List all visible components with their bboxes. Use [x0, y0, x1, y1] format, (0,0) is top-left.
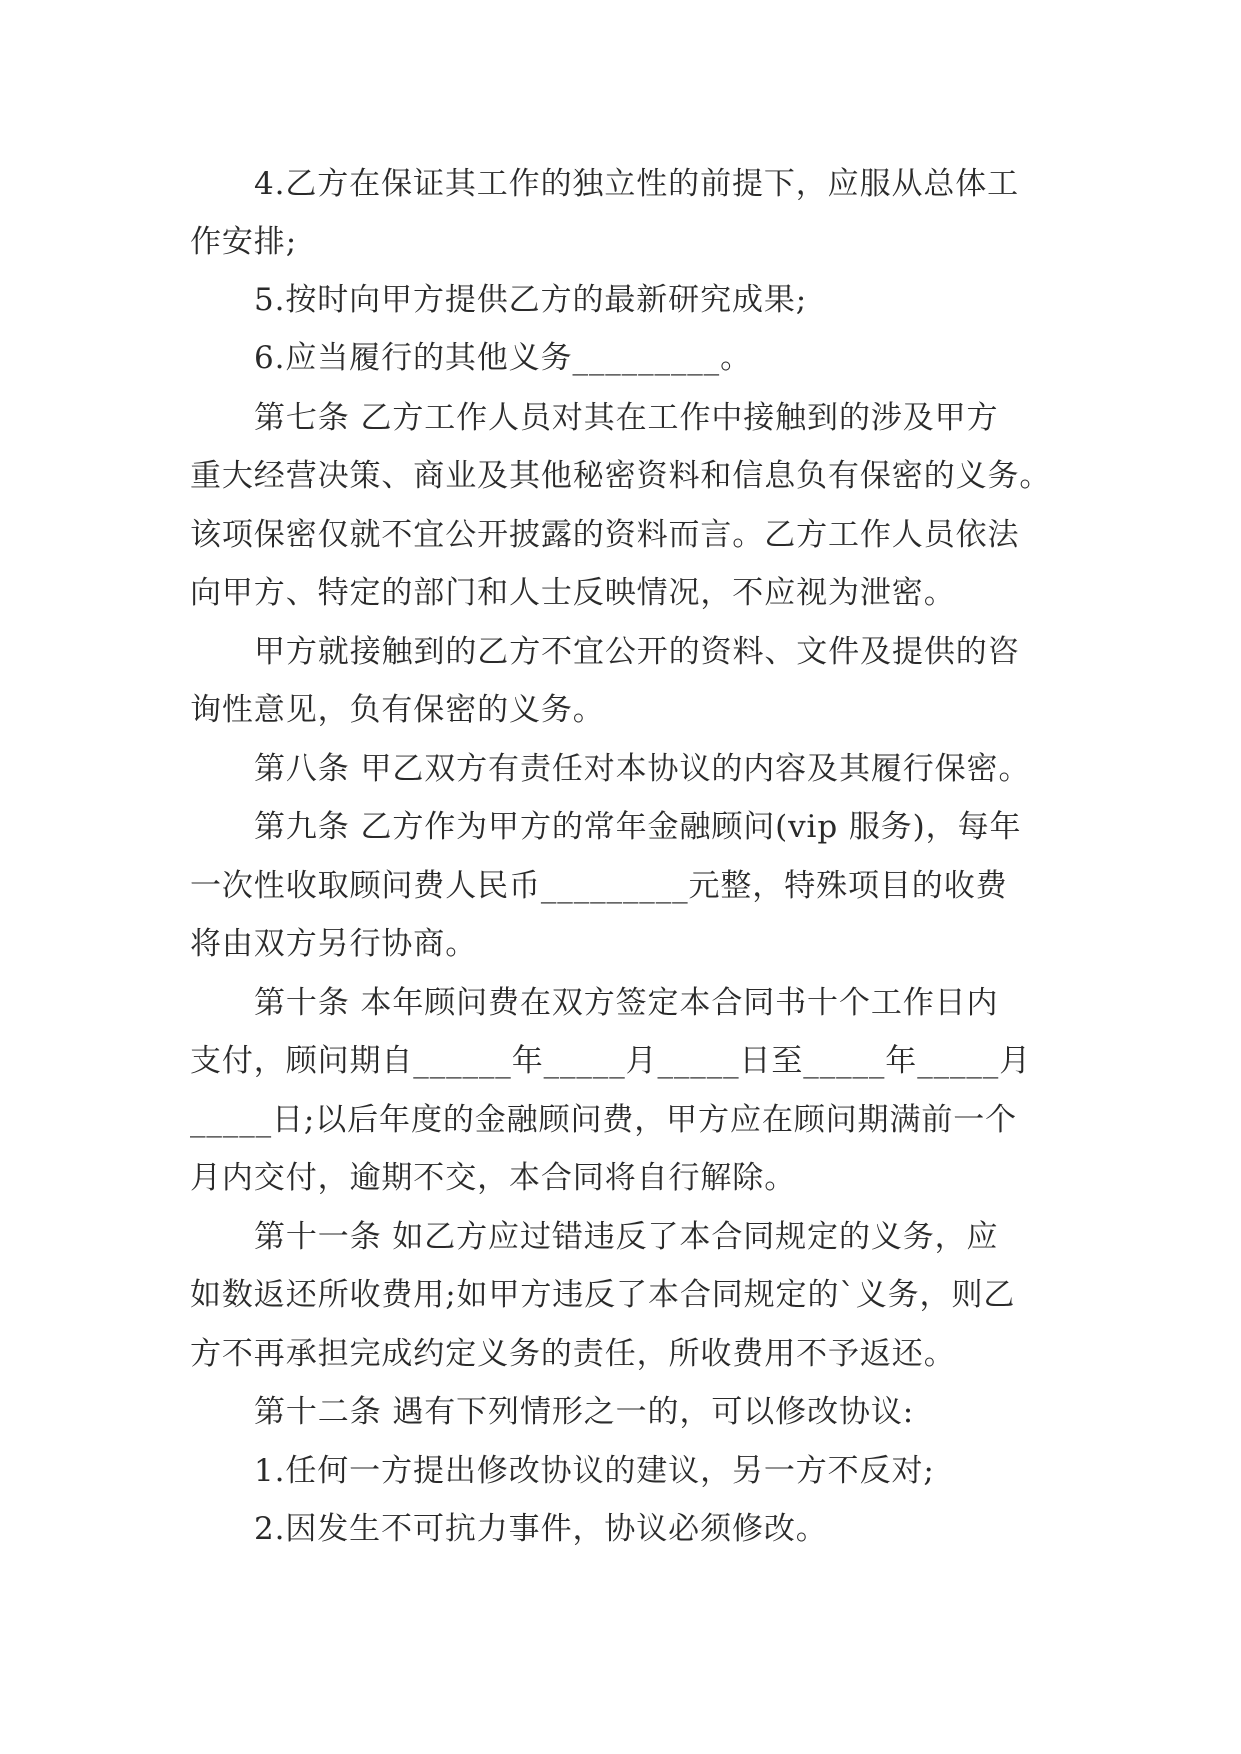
text-line: 方不再承担完成约定义务的责任，所收费用不予返还。	[190, 1336, 956, 1372]
text-line: 第九条 乙方作为甲方的常年金融顾问(vip 服务)，每年	[254, 809, 1022, 845]
text-line: 第十条 本年顾问费在双方签定本合同书十个工作日内	[254, 985, 999, 1021]
text-line: 第十一条 如乙方应过错违反了本合同规定的义务，应	[254, 1219, 999, 1255]
text-line: 询性意见，负有保密的义务。	[190, 692, 605, 728]
text-line: 向甲方、特定的部门和人士反映情况，不应视为泄密。	[190, 575, 956, 611]
text-line: 第八条 甲乙双方有责任对本协议的内容及其履行保密。	[254, 751, 1031, 787]
text-line: 月内交付，逾期不交，本合同将自行解除。	[190, 1160, 797, 1196]
text-line: 甲方就接触到的乙方不宜公开的资料、文件及提供的咨	[254, 634, 1020, 670]
text-line: 作安排;	[190, 224, 298, 260]
text-line: 6.应当履行的其他义务_________。	[254, 340, 752, 376]
text-line: 一次性收取顾问费人民币_________元整，特殊项目的收费	[190, 868, 1008, 904]
text-line: 支付，顾问期自______年_____月_____日至_____年_____月	[190, 1043, 1032, 1079]
text-line: 5.按时向甲方提供乙方的最新研究成果;	[254, 282, 808, 318]
text-line: 第十二条 遇有下列情形之一的，可以修改协议:	[254, 1394, 915, 1430]
text-line: 第七条 乙方工作人员对其在工作中接触到的涉及甲方	[254, 400, 999, 436]
text-line: 1.任何一方提出修改协议的建议，另一方不反对;	[254, 1453, 935, 1489]
text-line: _____日;以后年度的金融顾问费，甲方应在顾问期满前一个	[190, 1102, 1018, 1138]
text-line: 2.因发生不可抗力事件，协议必须修改。	[254, 1511, 828, 1547]
text-line: 该项保密仅就不宜公开披露的资料而言。乙方工作人员依法	[190, 517, 1020, 553]
text-line: 如数返还所收费用;如甲方违反了本合同规定的`义务，则乙	[190, 1277, 1016, 1313]
text-line: 将由双方另行协商。	[190, 926, 478, 962]
text-line: 4.乙方在保证其工作的独立性的前提下，应服从总体工	[254, 166, 1020, 202]
text-line: 重大经营决策、商业及其他秘密资料和信息负有保密的义务。	[190, 458, 1052, 494]
